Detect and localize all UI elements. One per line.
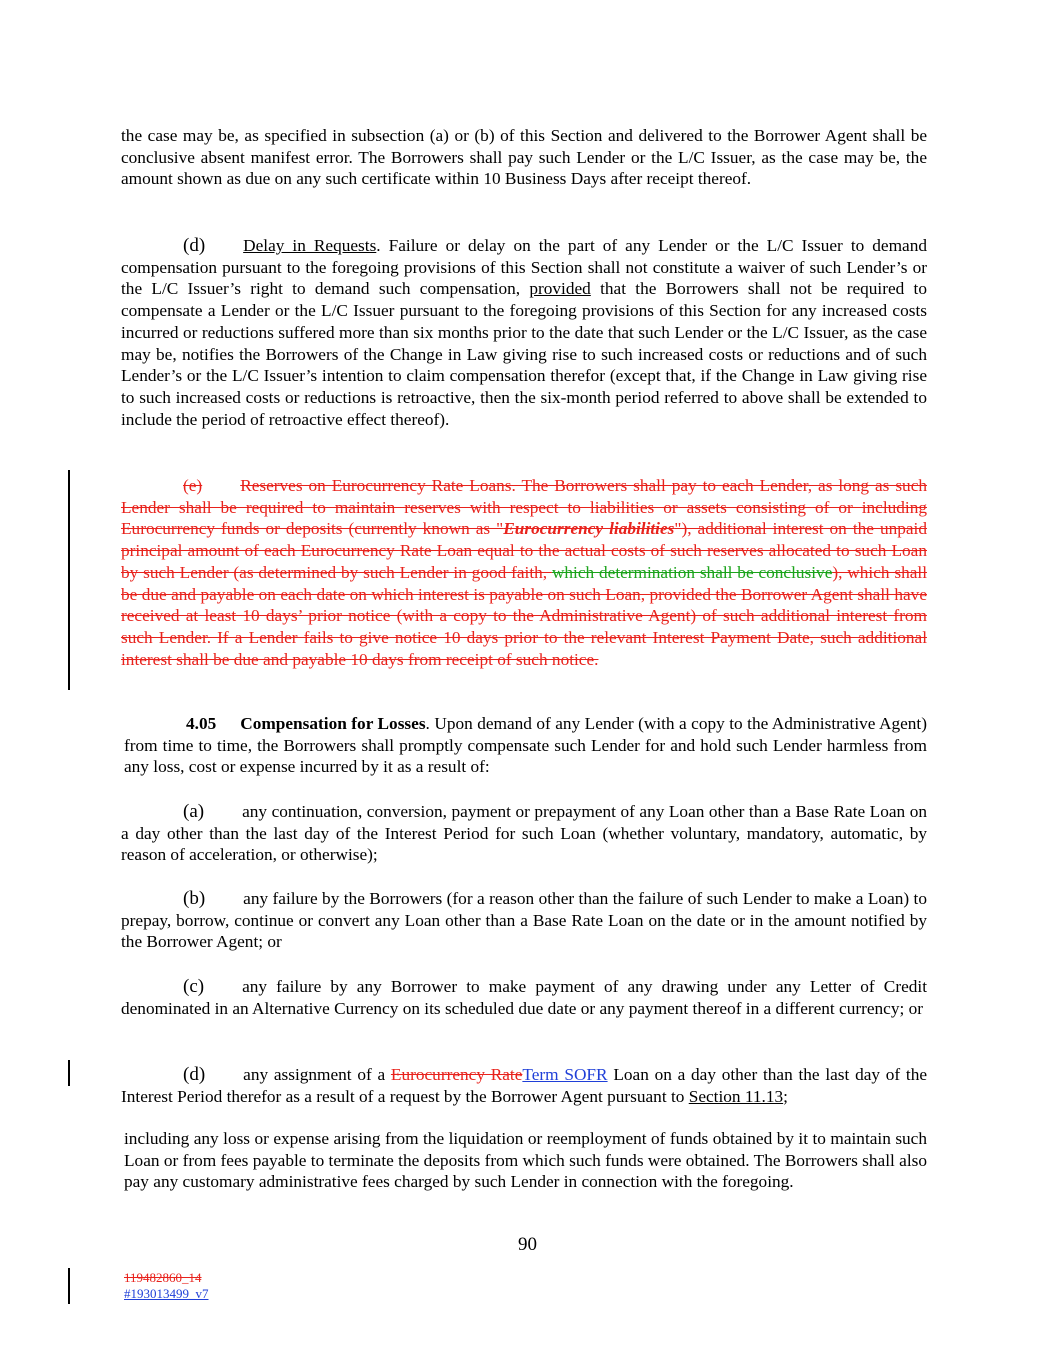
paragraph-e-deleted-reserves xyxy=(121,475,927,670)
clause-label: (b) xyxy=(183,888,206,909)
paragraph-text: that the Borrowers shall not be required to compensate a Lender or the L/C Issuer pursuant to the foregoing provisions of this Section for any increased costs incurred or reductions suffered more than six months prior to the date that such Lender or the L/C Issuer, as the case may be, notifies the Borrowers of the Change in Law giving rise to such increased costs or reductions and of such Lender’s or the L/C Issuer’s intention to claim compensation therefor (except that, if the Change in Law giving rise to such increased costs or reductions is retroactive, then the six-month period referred to above shall be extended to include the period of retroactive effect thereof). xyxy=(121,279,927,429)
provided-term: provided xyxy=(529,279,591,299)
clause-d-assignment xyxy=(121,1064,927,1107)
paragraph-title: Reserves on Eurocurrency Rate Loans xyxy=(240,476,512,495)
new-document-id: #193013499_v7 xyxy=(124,1286,209,1301)
clause-c xyxy=(121,976,927,1019)
section-title: Compensation for Losses xyxy=(240,714,426,733)
clause-text: Loan on a day other than the last day of the Interest Period therefor as a result of a request by the Borrower Agent pursuant to xyxy=(121,1065,928,1106)
clause-label: (c) xyxy=(183,976,205,997)
section-text: . Upon demand of any Lender (with a copy to the Administrative Agent) from time to time, the Borrowers shall promptly compensate such Lender for and hold such Lender harmless from any loss, cost or expense incurred by it as a result of: xyxy=(124,714,927,777)
clause-text: any assignment of a xyxy=(243,1065,391,1084)
deleted-text: the Borrower Agent shall have received at least 10 days’ prior notice (with a copy to the Administrative Agent) of such additional interest from such Lender. If a Lender fails to give notice 10 days prior to the relevant Interest Payment Date, such additional interest shall be due and payable 10 days from receipt of such notice. xyxy=(121,584,927,669)
paragraph-label: (e) xyxy=(183,476,203,495)
clause-b xyxy=(121,888,927,953)
clause-text: ; xyxy=(783,1086,788,1106)
clause-text: any failure by any Borrower to make payment of any drawing under any Letter of Credit denominated in an Alternative Currency on its scheduled due date or any payment thereof in a different currency; or xyxy=(121,977,927,1018)
change-bar xyxy=(68,1268,70,1304)
page-number: 90 xyxy=(518,1234,537,1255)
defined-term: Eurocurrency liabilities xyxy=(503,519,675,539)
change-bar xyxy=(68,1060,70,1086)
closing-paragraph: including any loss or expense arising from the liquidation or reemployment of funds obtained by it to maintain such Loan or from fees payable to terminate the deposits from which such funds were obtained. The Borrowers shall also pay any customary administrative fees charged by such Lender in connection with the foregoing. xyxy=(124,1129,927,1192)
section-number: 4.05 xyxy=(186,714,217,733)
clause-text: any failure by the Borrowers (for a reason other than the failure of such Lender to make a Loan) to prepay, borrow, continue or convert any Loan other than a Base Rate Loan on the date or in the amount notified by the Borrower Agent; or xyxy=(121,889,927,952)
provided-term: provided xyxy=(649,584,711,604)
clause-text: any continuation, conversion, payment or prepayment of any Loan other than a Base Rate Loan on a day other than the last day of the Interest Period for such Loan (whether voluntary, mandatory, automatic, by reason of acceleration, or otherwise); xyxy=(121,802,927,865)
deleted-text: . The Borrowers shall pay to each Lender, as long as such Lender shall be required to maintain reserves with respect to liabilities or assets consisting of or including Eurocurrency funds or deposits (currently known as " xyxy=(121,476,927,539)
paragraph-title: Delay in Requests xyxy=(243,236,377,255)
paragraph-d-delay-in-requests xyxy=(121,235,927,430)
section-reference: Section 11.13 xyxy=(688,1086,784,1106)
footer-doc-id xyxy=(124,1270,209,1302)
deleted-text: ), which shall be due and payable on each date on which interest is payable on such Loan, xyxy=(121,562,928,604)
moved-deleted-text: which determination shall be conclusive xyxy=(551,562,833,582)
paragraph-label: (d) xyxy=(183,235,206,256)
deleted-text: "), additional interest on the unpaid principal amount of each Eurocurrency Rate Loan equal to the actual costs of such reserves allocated to such Loan by such Lender (as determined by such Lender in good faith, xyxy=(121,519,928,582)
inserted-text: Term SOFR xyxy=(522,1065,608,1084)
paragraph-text: . Failure or delay on the part of any Lender or the L/C Issuer to demand compensation pursuant to the foregoing provisions of this Section shall not constitute a waiver of such Lender’s or the L/C Issuer’s right to demand such compensation, xyxy=(121,236,927,299)
old-document-id: 119482860_14 xyxy=(124,1270,202,1285)
clause-a xyxy=(121,801,927,866)
section-4-05 xyxy=(124,713,927,778)
change-bar xyxy=(68,470,70,690)
clause-label: (a) xyxy=(183,801,205,822)
deleted-text: Eurocurrency Rate xyxy=(390,1065,523,1084)
paragraph-continuation: the case may be, as specified in subsection (a) or (b) of this Section and delivered to the Borrower Agent shall be conclusive absent manifest error. The Borrowers shall pay such Lender or the L/C Issuer, as the case may be, the amount shown as due on any such certificate within 10 Business Days after receipt thereof. xyxy=(121,126,927,189)
clause-label: (d) xyxy=(183,1064,206,1085)
